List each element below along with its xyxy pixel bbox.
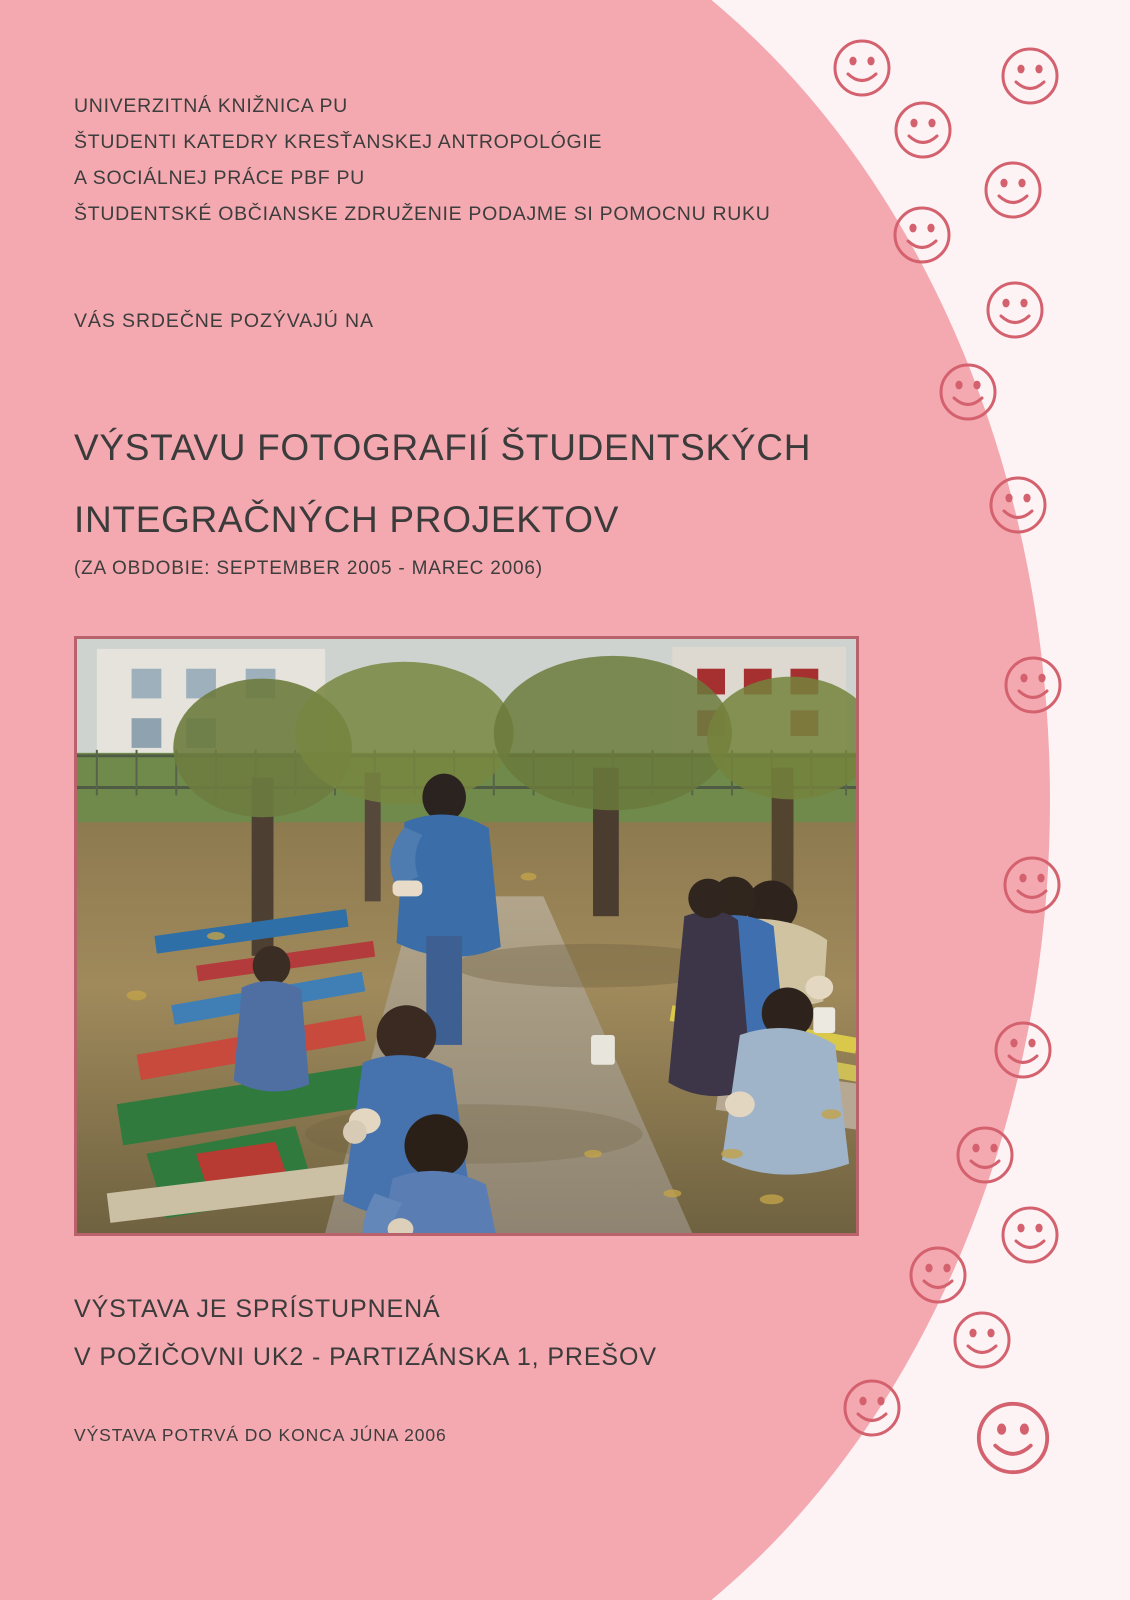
smiley-icon	[988, 475, 1048, 535]
smiley-icon	[908, 1245, 968, 1305]
organizer-line-3: A SOCIÁLNEJ PRÁCE PBF PU	[74, 167, 365, 189]
smiley-icon	[1002, 855, 1062, 915]
availability-block	[74, 1285, 894, 1381]
smiley-icon	[975, 1400, 1051, 1476]
smiley-icon	[955, 1125, 1015, 1185]
title-line-2: INTEGRAČNÝCH PROJEKTOV	[74, 499, 620, 540]
smiley-icon	[892, 205, 952, 265]
smiley-icon	[1000, 46, 1060, 106]
duration-text: VÝSTAVA POTRVÁ DO KONCA JÚNA 2006	[74, 1425, 447, 1445]
exhibition-period: (ZA OBDOBIE: SEPTEMBER 2005 - MAREC 2006)	[74, 558, 543, 579]
smiley-icon	[993, 1020, 1053, 1080]
smiley-icon	[1003, 655, 1063, 715]
title-line-1: VÝSTAVU FOTOGRAFIÍ ŠTUDENTSKÝCH	[74, 427, 812, 468]
smiley-icon	[985, 280, 1045, 340]
smiley-icon	[842, 1378, 902, 1438]
availability-line-1: VÝSTAVA JE SPRÍSTUPNENÁ	[74, 1295, 441, 1323]
smiley-icon	[1000, 1205, 1060, 1265]
organizer-line-2: ŠTUDENTI KATEDRY KRESŤANSKEJ ANTROPOLÓGIE	[74, 131, 603, 153]
smiley-icon	[983, 160, 1043, 220]
smiley-icon	[952, 1310, 1012, 1370]
availability-line-2: V POŽIČOVNI UK2 - PARTIZÁNSKA 1, PREŠOV	[74, 1343, 657, 1371]
invitation-text: VÁS SRDEČNE POZÝVAJÚ NA	[74, 310, 374, 332]
organizer-line-1: UNIVERZITNÁ KNIŽNICA PU	[74, 95, 348, 117]
smiley-icon	[938, 362, 998, 422]
organizer-line-4: ŠTUDENTSKÉ OBČIANSKE ZDRUŽENIE PODAJME SI POMOCNU RUKU	[74, 203, 771, 225]
organizers-block	[74, 88, 864, 232]
smiley-icon	[893, 100, 953, 160]
exhibition-photo	[74, 636, 859, 1236]
photo-illustration	[77, 639, 856, 1233]
page-title	[74, 412, 934, 556]
smiley-icon	[832, 38, 892, 98]
